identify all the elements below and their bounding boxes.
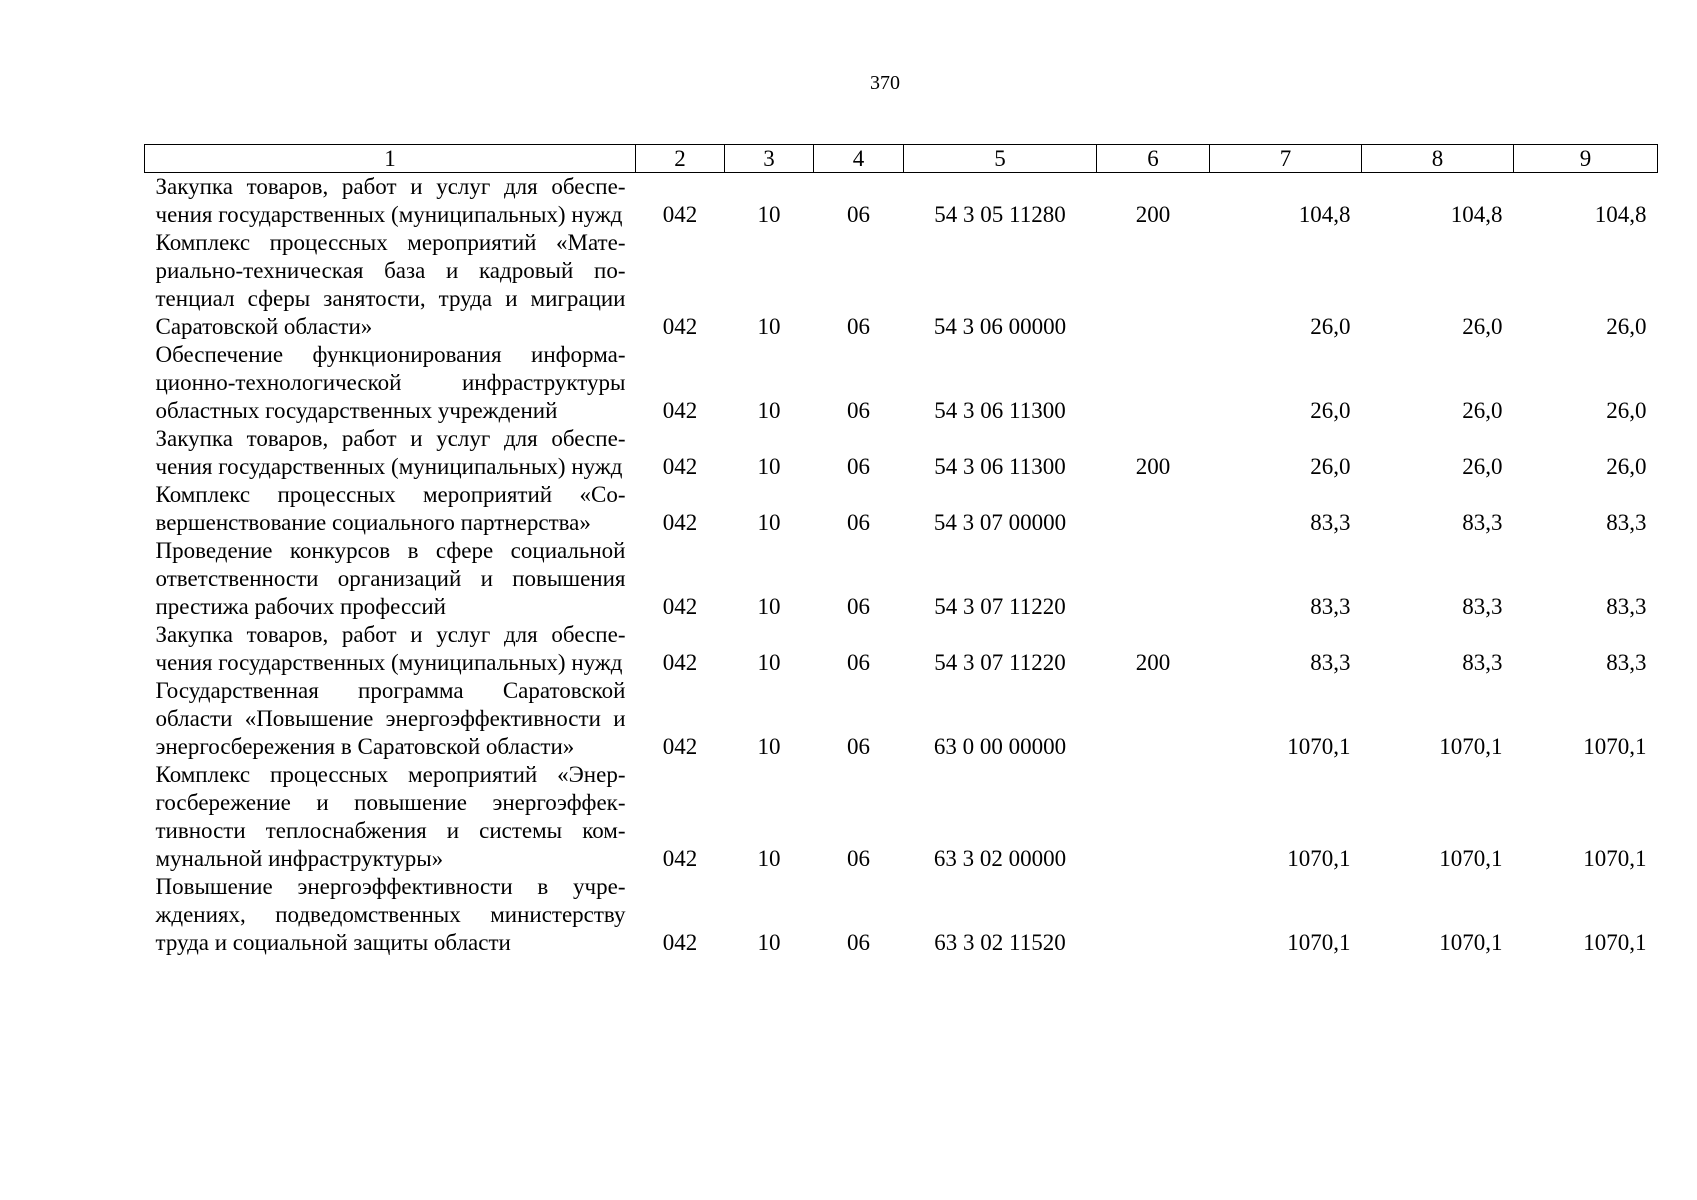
row-value-9: 26,0: [1606, 454, 1647, 479]
row-code-5: 63 0 00 00000: [933, 734, 1067, 759]
column-header-7: 7: [1210, 145, 1362, 173]
row-value-9: 26,0: [1606, 314, 1647, 339]
row-code-5: 54 3 07 11220: [934, 650, 1066, 675]
row-name: Комплекс процессных мероприятий «Материально-техническая база и кадровый потенциал сферы занятости, труда и миграции Саратовской области»: [155, 230, 626, 339]
row-code-6: [1097, 229, 1210, 341]
column-header-3: 3: [725, 145, 814, 173]
row-code-3: 10: [757, 510, 781, 535]
row-code-4: 06: [847, 650, 870, 675]
table-row: [145, 229, 1658, 341]
row-value-8: 104,8: [1450, 202, 1503, 227]
page-number: 370: [870, 72, 900, 94]
table-row: [145, 873, 1658, 957]
row-code-5: 54 3 07 00000: [933, 510, 1067, 535]
row-name: Закупка товаров, работ и услуг для обеспечения государственных (муниципальных) нужд: [155, 426, 626, 479]
row-code-6: [1097, 537, 1210, 621]
table-row: [145, 481, 1658, 537]
row-value-8: 26,0: [1462, 398, 1503, 423]
table-row: [145, 173, 1658, 230]
row-value-8: 1070,1: [1439, 930, 1503, 955]
row-value-7: 26,0: [1310, 454, 1351, 479]
column-header-4: 4: [814, 145, 904, 173]
row-code-3: 10: [757, 314, 781, 339]
row-code-2: 042: [662, 930, 698, 955]
row-code-4: 06: [847, 594, 870, 619]
row-code-5: 54 3 06 11300: [934, 398, 1066, 423]
table-row: [145, 537, 1658, 621]
row-code-2: 042: [662, 510, 698, 535]
row-value-9: 83,3: [1606, 594, 1647, 619]
row-name: Повышение энергоэффективности в учреждениях, подведомственных министерству труда и социальной защиты области: [155, 874, 626, 955]
row-value-8: 26,0: [1462, 454, 1503, 479]
row-name: Комплекс процессных мероприятий «Энергосбережение и повышение энергоэффективности теплоснабжения и системы коммунальной инфраструктуры»: [155, 762, 626, 871]
row-value-7: 26,0: [1310, 314, 1351, 339]
row-code-3: 10: [757, 846, 781, 871]
table-row: [145, 761, 1658, 873]
row-name: Комплекс процессных мероприятий «Совершенствование социального партнерства»: [155, 482, 626, 535]
row-value-8: 1070,1: [1439, 846, 1503, 871]
column-header-8: 8: [1362, 145, 1514, 173]
row-value-8: 83,3: [1462, 510, 1503, 535]
column-header-9: 9: [1514, 145, 1658, 173]
table-row: [145, 425, 1658, 481]
row-code-2: 042: [662, 202, 698, 227]
row-value-9: 26,0: [1606, 398, 1647, 423]
row-code-2: 042: [662, 846, 698, 871]
row-code-6: 200: [1135, 202, 1171, 227]
row-code-3: 10: [757, 454, 781, 479]
row-code-6: [1097, 873, 1210, 957]
row-value-9: 104,8: [1594, 202, 1647, 227]
row-code-5: 54 3 06 11300: [934, 454, 1066, 479]
budget-table: [144, 144, 1658, 957]
row-code-5: 54 3 07 11220: [934, 594, 1066, 619]
row-value-8: 1070,1: [1439, 734, 1503, 759]
row-code-5: 54 3 05 11280: [934, 202, 1066, 227]
table-row: [145, 677, 1658, 761]
row-code-3: 10: [757, 594, 781, 619]
row-code-6: [1097, 341, 1210, 425]
row-name: Обеспечение функционирования информационно-технологической инфраструктуры областных государственных учреждений: [155, 342, 626, 423]
row-value-8: 26,0: [1462, 314, 1503, 339]
row-value-8: 83,3: [1462, 594, 1503, 619]
row-value-7: 83,3: [1310, 594, 1351, 619]
row-code-5: 63 3 02 11520: [934, 930, 1066, 955]
row-code-4: 06: [847, 734, 870, 759]
row-code-2: 042: [662, 594, 698, 619]
row-code-5: 63 3 02 00000: [933, 846, 1067, 871]
row-code-6: [1097, 677, 1210, 761]
row-code-3: 10: [757, 202, 781, 227]
row-value-7: 83,3: [1310, 510, 1351, 535]
column-header-2: 2: [636, 145, 725, 173]
row-code-2: 042: [662, 734, 698, 759]
row-code-4: 06: [847, 398, 870, 423]
row-code-2: 042: [662, 314, 698, 339]
row-code-4: 06: [847, 314, 870, 339]
row-value-9: 83,3: [1606, 510, 1647, 535]
table-row: [145, 621, 1658, 677]
row-code-2: 042: [662, 398, 698, 423]
row-code-3: 10: [757, 930, 781, 955]
row-code-2: 042: [662, 454, 698, 479]
row-name: Закупка товаров, работ и услуг для обеспечения государственных (муниципальных) нужд: [155, 174, 626, 227]
row-value-9: 1070,1: [1583, 846, 1647, 871]
row-value-7: 83,3: [1310, 650, 1351, 675]
table-row: [145, 341, 1658, 425]
row-code-2: 042: [662, 650, 698, 675]
row-code-4: 06: [847, 202, 870, 227]
row-code-3: 10: [757, 734, 781, 759]
row-value-7: 104,8: [1298, 202, 1351, 227]
row-code-4: 06: [847, 454, 870, 479]
row-code-6: 200: [1135, 650, 1171, 675]
row-code-4: 06: [847, 846, 870, 871]
row-code-3: 10: [757, 650, 781, 675]
row-value-8: 83,3: [1462, 650, 1503, 675]
row-value-9: 1070,1: [1583, 930, 1647, 955]
row-code-6: [1097, 761, 1210, 873]
column-header-5: 5: [904, 145, 1097, 173]
row-value-7: 1070,1: [1287, 930, 1351, 955]
row-code-5: 54 3 06 00000: [933, 314, 1067, 339]
column-header-1: 1: [145, 145, 636, 173]
row-value-7: 1070,1: [1287, 846, 1351, 871]
row-value-7: 1070,1: [1287, 734, 1351, 759]
row-name: Государственная программа Саратовской области «Повышение энергоэффективности и энергосбережения в Саратовской области»: [155, 678, 626, 759]
row-code-6: 200: [1135, 454, 1171, 479]
row-value-9: 1070,1: [1583, 734, 1647, 759]
row-code-4: 06: [847, 510, 870, 535]
column-header-6: 6: [1097, 145, 1210, 173]
row-code-3: 10: [757, 398, 781, 423]
row-value-9: 83,3: [1606, 650, 1647, 675]
row-name: Проведение конкурсов в сфере социальной ответственности организаций и повышения престижа рабочих профессий: [155, 538, 626, 619]
row-value-7: 26,0: [1310, 398, 1351, 423]
row-code-6: [1097, 481, 1210, 537]
row-code-4: 06: [847, 930, 870, 955]
header-row: [145, 145, 1658, 173]
row-name: Закупка товаров, работ и услуг для обеспечения государственных (муниципальных) нужд: [155, 622, 626, 675]
